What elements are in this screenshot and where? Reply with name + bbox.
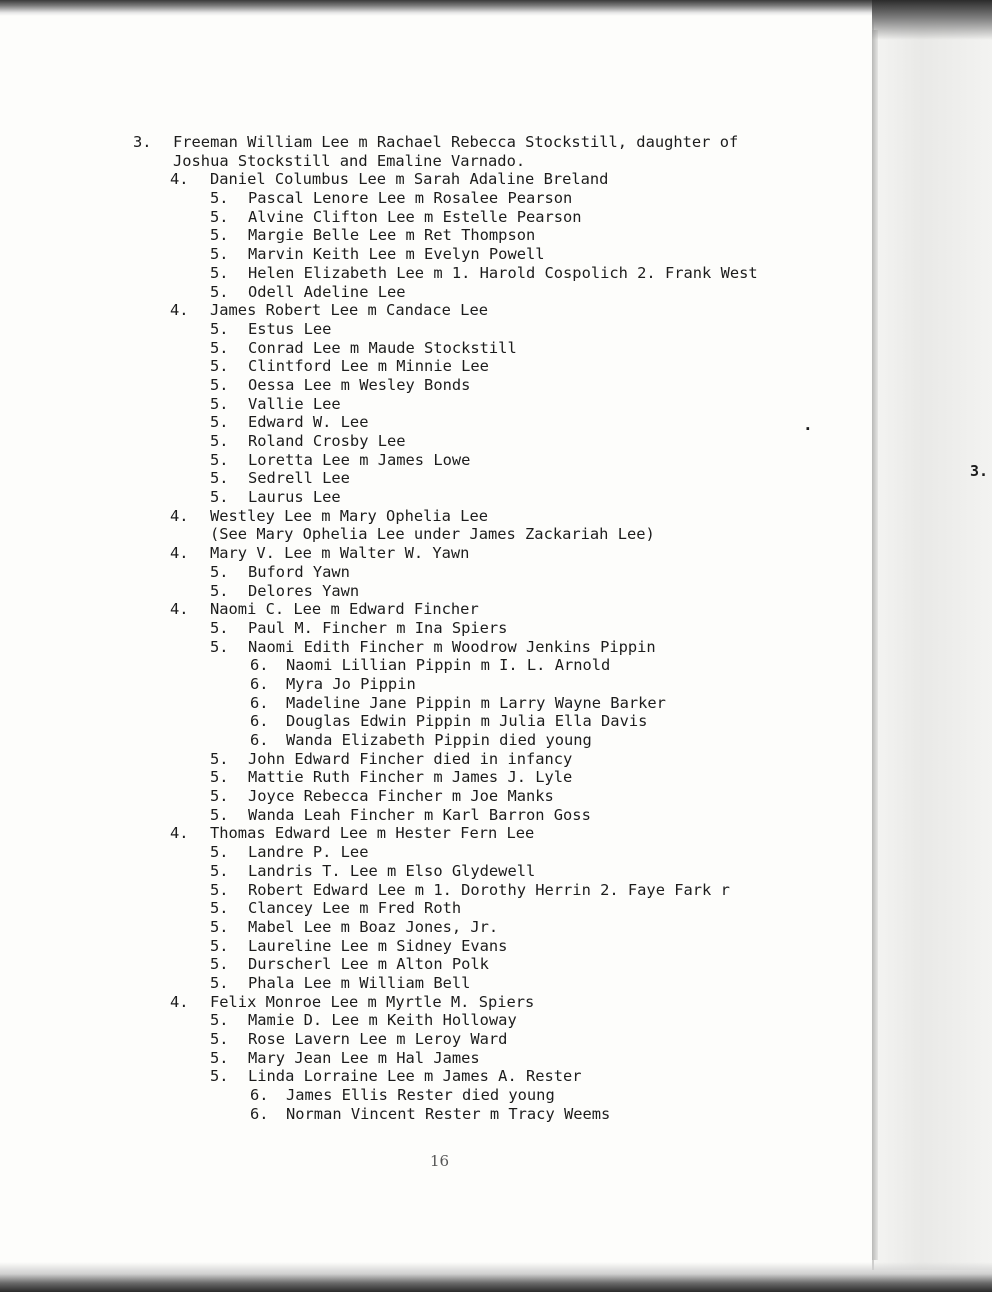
page-number: 16 bbox=[430, 1152, 450, 1170]
list-item bbox=[133, 731, 833, 750]
generation-number: 5. bbox=[210, 282, 229, 301]
list-item bbox=[133, 787, 833, 806]
entry-text: Mamie D. Lee m Keith Holloway bbox=[248, 1011, 517, 1030]
generation-number: 5. bbox=[210, 413, 229, 432]
list-item bbox=[133, 1067, 833, 1086]
generation-number: 4. bbox=[170, 170, 189, 189]
list-item bbox=[133, 1105, 833, 1124]
list-item bbox=[133, 824, 833, 843]
entry-text: Thomas Edward Lee m Hester Fern Lee bbox=[210, 824, 535, 843]
list-item bbox=[133, 264, 833, 283]
entry-text: Sedrell Lee bbox=[248, 469, 350, 488]
generation-number: 5. bbox=[210, 432, 229, 450]
list-item bbox=[133, 675, 833, 694]
entry-text: Delores Yawn bbox=[248, 581, 360, 600]
generation-number: 4. bbox=[170, 992, 189, 1011]
entry-text: Phala Lee m William Bell bbox=[248, 973, 471, 992]
list-item bbox=[133, 283, 833, 302]
entry-text: Naomi Edith Fincher m Woodrow Jenkins Pippin bbox=[248, 637, 656, 656]
scan-shadow-right bbox=[872, 20, 992, 1270]
list-item bbox=[133, 1030, 833, 1049]
generation-number: 3. bbox=[133, 133, 152, 151]
generation-number: 5. bbox=[210, 226, 229, 245]
generation-number: 4. bbox=[170, 301, 189, 320]
entry-text: Laureline Lee m Sidney Evans bbox=[248, 936, 508, 955]
entry-text: Margie Belle Lee m Ret Thompson bbox=[248, 226, 536, 245]
generation-number: 5. bbox=[210, 973, 229, 992]
generation-number: 5. bbox=[210, 357, 229, 376]
generation-number: 5. bbox=[210, 562, 229, 581]
list-item bbox=[133, 638, 833, 657]
list-item bbox=[133, 974, 833, 993]
generation-number: 5. bbox=[210, 450, 229, 469]
list-item bbox=[133, 843, 833, 862]
entry-text: Linda Lorraine Lee m James A. Rester bbox=[248, 1067, 582, 1086]
generation-number: 5. bbox=[210, 880, 229, 899]
generation-number: 5. bbox=[210, 618, 229, 637]
list-item bbox=[133, 451, 833, 470]
entry-text: (See Mary Ophelia Lee under James Zackariah Lee) bbox=[210, 525, 655, 544]
generation-number: 5. bbox=[210, 1048, 229, 1067]
list-item bbox=[133, 525, 833, 544]
list-item bbox=[133, 1086, 833, 1105]
generation-number: 5. bbox=[210, 768, 229, 787]
scan-shadow-bottom bbox=[0, 1262, 992, 1292]
entry-text: Daniel Columbus Lee m Sarah Adaline Breland bbox=[210, 170, 609, 189]
page-fold-edge bbox=[872, 30, 878, 1260]
list-item bbox=[133, 600, 833, 619]
list-item bbox=[133, 862, 833, 881]
generation-number: 6. bbox=[250, 656, 269, 675]
entry-text: Marvin Keith Lee m Evelyn Powell bbox=[248, 245, 545, 264]
generation-number: 5. bbox=[210, 1011, 229, 1030]
generation-number: 5. bbox=[210, 581, 229, 600]
generation-number: 6. bbox=[250, 712, 269, 731]
list-item bbox=[133, 339, 833, 358]
entry-text: James Robert Lee m Candace Lee bbox=[210, 301, 488, 320]
list-item bbox=[133, 170, 833, 189]
list-item bbox=[133, 395, 833, 414]
generation-number: 5. bbox=[210, 469, 229, 488]
adjacent-page-mark: 3. bbox=[970, 462, 989, 480]
scan-shadow-top bbox=[0, 0, 992, 16]
list-item bbox=[133, 320, 833, 339]
entry-text: Oessa Lee m Wesley Bonds bbox=[248, 375, 471, 394]
entry-text: Joshua Stockstill and Emaline Varnado. bbox=[173, 151, 526, 170]
list-item bbox=[133, 507, 833, 526]
entry-text: Roland Crosby Lee bbox=[248, 432, 406, 450]
entry-text: Durscherl Lee m Alton Polk bbox=[248, 955, 489, 974]
generation-number: 5. bbox=[210, 1067, 229, 1086]
entry-text: Mary Jean Lee m Hal James bbox=[248, 1048, 480, 1067]
list-item bbox=[133, 750, 833, 769]
list-item bbox=[133, 152, 833, 171]
generation-number: 5. bbox=[210, 861, 229, 880]
entry-text: Buford Yawn bbox=[248, 562, 350, 581]
entry-text: Mabel Lee m Boaz Jones, Jr. bbox=[248, 917, 499, 936]
generation-number: 5. bbox=[210, 207, 229, 226]
entry-text: Clancey Lee m Fred Roth bbox=[248, 899, 462, 918]
list-item bbox=[133, 881, 833, 900]
list-item bbox=[133, 357, 833, 376]
entry-text: Landre P. Lee bbox=[248, 843, 369, 862]
entry-text: Mattie Ruth Fincher m James J. Lyle bbox=[248, 768, 573, 787]
list-item bbox=[133, 208, 833, 227]
entry-text: Westley Lee m Mary Ophelia Lee bbox=[210, 506, 488, 525]
generation-number: 5. bbox=[210, 637, 229, 656]
generation-number: 5. bbox=[210, 319, 229, 338]
generation-number: 5. bbox=[210, 899, 229, 918]
generation-number: 5. bbox=[210, 843, 229, 862]
list-item bbox=[133, 488, 833, 507]
list-item bbox=[133, 563, 833, 582]
list-item bbox=[133, 806, 833, 825]
generation-number: 5. bbox=[210, 394, 229, 413]
entry-text: Paul M. Fincher m Ina Spiers bbox=[248, 618, 508, 637]
list-item bbox=[133, 619, 833, 638]
list-item bbox=[133, 133, 833, 152]
entry-text: Loretta Lee m James Lowe bbox=[248, 450, 471, 469]
entry-text: Joyce Rebecca Fincher m Joe Manks bbox=[248, 787, 554, 806]
entry-text: Conrad Lee m Maude Stockstill bbox=[248, 338, 517, 357]
list-item bbox=[133, 544, 833, 563]
generation-number: 6. bbox=[250, 674, 269, 693]
generation-number: 6. bbox=[250, 1086, 269, 1105]
entry-text: Odell Adeline Lee bbox=[248, 282, 406, 301]
stray-mark: . bbox=[803, 415, 813, 434]
entry-text: Madeline Jane Pippin m Larry Wayne Barker bbox=[286, 693, 666, 712]
entry-text: Estus Lee bbox=[248, 319, 332, 338]
list-item bbox=[133, 582, 833, 601]
entry-text: Wanda Elizabeth Pippin died young bbox=[286, 731, 592, 749]
genealogy-list bbox=[133, 133, 833, 1123]
entry-text: Pascal Lenore Lee m Rosalee Pearson bbox=[248, 189, 573, 208]
generation-number: 5. bbox=[210, 338, 229, 357]
entry-text: Helen Elizabeth Lee m 1. Harold Cospolich 2. Frank West bbox=[248, 263, 758, 282]
entry-text: Felix Monroe Lee m Myrtle M. Spiers bbox=[210, 992, 535, 1011]
entry-text: Rose Lavern Lee m Leroy Ward bbox=[248, 1030, 508, 1048]
entry-text: Myra Jo Pippin bbox=[286, 674, 416, 693]
entry-text: Naomi C. Lee m Edward Fincher bbox=[210, 600, 479, 619]
list-item bbox=[133, 189, 833, 208]
entry-text: Vallie Lee bbox=[248, 394, 341, 413]
entry-text: Robert Edward Lee m 1. Dorothy Herrin 2. Faye Fark r bbox=[248, 880, 730, 899]
generation-number: 5. bbox=[210, 805, 229, 824]
entry-text: Alvine Clifton Lee m Estelle Pearson bbox=[248, 207, 582, 226]
generation-number: 5. bbox=[210, 749, 229, 768]
list-item bbox=[133, 918, 833, 937]
generation-number: 6. bbox=[250, 731, 269, 749]
list-item bbox=[133, 1049, 833, 1068]
generation-number: 5. bbox=[210, 936, 229, 955]
list-item bbox=[133, 469, 833, 488]
list-item bbox=[133, 226, 833, 245]
generation-number: 6. bbox=[250, 693, 269, 712]
list-item bbox=[133, 1011, 833, 1030]
list-item bbox=[133, 376, 833, 395]
scan-shadow-corner bbox=[872, 0, 992, 40]
generation-number: 5. bbox=[210, 955, 229, 974]
entry-text: Edward W. Lee bbox=[248, 413, 369, 432]
list-item bbox=[133, 768, 833, 787]
generation-number: 4. bbox=[170, 544, 189, 563]
generation-number: 5. bbox=[210, 488, 229, 507]
generation-number: 5. bbox=[210, 245, 229, 264]
entry-text: Douglas Edwin Pippin m Julia Ella Davis bbox=[286, 712, 648, 731]
entry-text: Norman Vincent Rester m Tracy Weems bbox=[286, 1104, 611, 1123]
generation-number: 5. bbox=[210, 917, 229, 936]
list-item bbox=[133, 301, 833, 320]
list-item bbox=[133, 937, 833, 956]
entry-text: John Edward Fincher died in infancy bbox=[248, 749, 573, 768]
generation-number: 5. bbox=[210, 1030, 229, 1048]
entry-text: Landris T. Lee m Elso Glydewell bbox=[248, 861, 536, 880]
entry-text: Naomi Lillian Pippin m I. L. Arnold bbox=[286, 656, 611, 675]
entry-text: Laurus Lee bbox=[248, 488, 341, 507]
list-item bbox=[133, 899, 833, 918]
list-item bbox=[133, 712, 833, 731]
entry-text: Mary V. Lee m Walter W. Yawn bbox=[210, 544, 470, 563]
generation-number: 5. bbox=[210, 263, 229, 282]
generation-number: 5. bbox=[210, 787, 229, 806]
list-item bbox=[133, 656, 833, 675]
generation-number: 4. bbox=[170, 600, 189, 619]
generation-number: 4. bbox=[170, 506, 189, 525]
list-item bbox=[133, 245, 833, 264]
list-item bbox=[133, 993, 833, 1012]
list-item bbox=[133, 432, 833, 451]
list-item bbox=[133, 413, 833, 432]
entry-text: Clintford Lee m Minnie Lee bbox=[248, 357, 489, 376]
entry-text: Freeman William Lee m Rachael Rebecca Stockstill, daughter of bbox=[173, 133, 739, 151]
generation-number: 5. bbox=[210, 189, 229, 208]
generation-number: 5. bbox=[210, 375, 229, 394]
list-item bbox=[133, 694, 833, 713]
entry-text: James Ellis Rester died young bbox=[286, 1086, 555, 1105]
list-item bbox=[133, 955, 833, 974]
generation-number: 6. bbox=[250, 1104, 269, 1123]
generation-number: 4. bbox=[170, 824, 189, 843]
entry-text: Wanda Leah Fincher m Karl Barron Goss bbox=[248, 805, 591, 824]
